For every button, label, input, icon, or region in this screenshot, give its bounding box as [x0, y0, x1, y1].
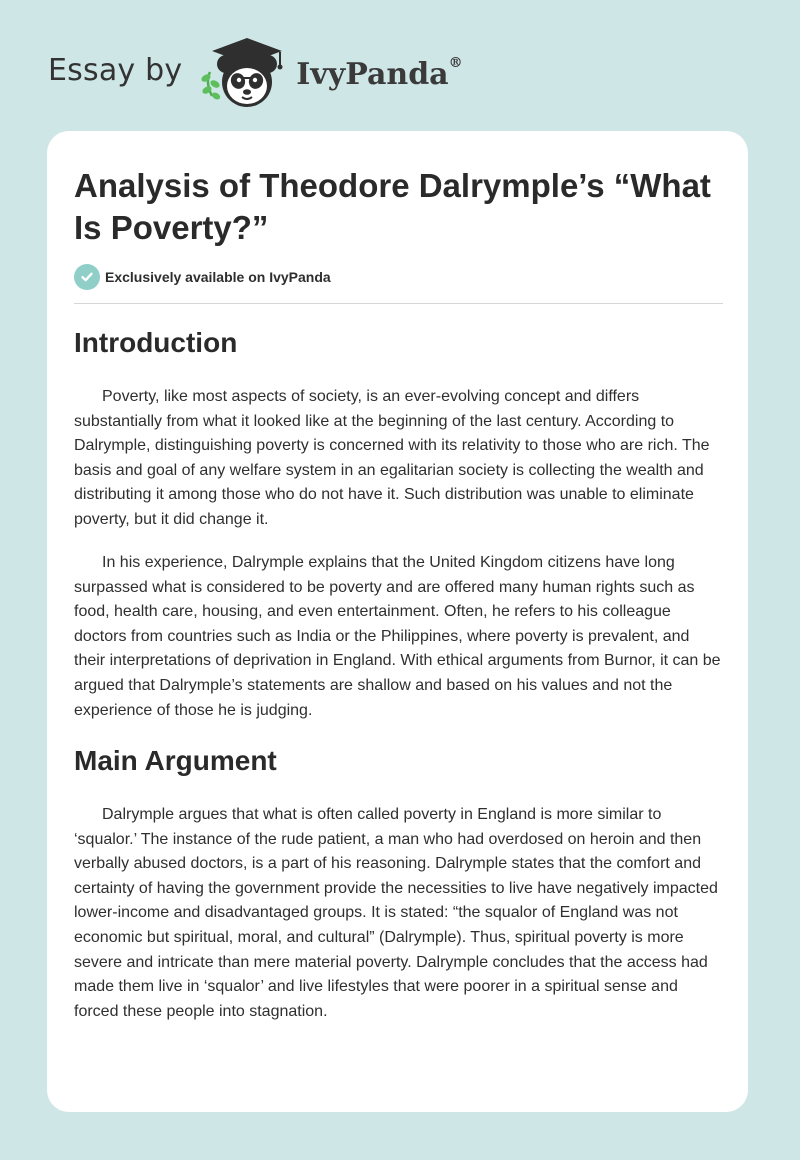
page-title: Analysis of Theodore Dalrymple’s “What Is Poverty?”: [74, 167, 711, 246]
paragraph: Dalrymple argues that what is often called poverty in England is more similar to ‘squalor.’ The instance of the rude patient, a man who had overdosed on heroin and then verbally abused doctors, is a part of his reasoning. Dalrymple states that the comfort and certainty of having the government provide the necessities to live have negatively impacted lower-income and disadvantaged groups. It is stated: “the squalor of England was not economic but spiritual, moral, and cultural” (Dalrymple). Thus, spiritual poverty is more severe and intricate than mere material poverty. Dalrymple concludes that the access had made them live in ‘squalor’ and live lifestyles that were poorer in a spiritual sense and forced these people into stagnation.: [74, 806, 718, 1020]
exclusive-badge: [74, 264, 331, 290]
paragraph: In his experience, Dalrymple explains that the United Kingdom citizens have long surpassed what is considered to be poverty and are offered many human rights such as food, health care, housing, and even entertainment. Often, he refers to his colleague doctors from countries such as India or the Philippines, where poverty is prevalent, and their interpretations of deprivation in England. With ethical arguments from Burnor, it can be argued that Dalrymple’s statements are shallow and based on his values and not the experience of those he is judging.: [74, 554, 721, 719]
divider: [74, 303, 723, 304]
registered-mark: ®: [448, 54, 463, 71]
brand-name[interactable]: [296, 54, 463, 92]
check-icon: [74, 264, 100, 290]
site-header: [48, 34, 463, 112]
exclusive-label: Exclusively available on IvyPanda: [105, 269, 331, 285]
section-heading-main-argument: Main Argument: [74, 745, 277, 776]
paragraph: Poverty, like most aspects of society, is an ever-evolving concept and differs substantially from what it looked like at the beginning of the last century. According to Dalrymple, distinguishing poverty is concerned with its relativity to those who are rich. The basis and goal of any welfare system in an egalitarian society is collecting the wealth and distributing it among those who do not have it. Such distribution was unable to eliminate poverty, but it did change it.: [74, 388, 710, 528]
section-heading-introduction: Introduction: [74, 327, 238, 358]
essay-by-label: Essay by: [48, 52, 183, 88]
brand-text: IvyPanda: [296, 56, 449, 92]
essay-card: [47, 131, 748, 1112]
panda-graduate-icon: [196, 34, 292, 112]
